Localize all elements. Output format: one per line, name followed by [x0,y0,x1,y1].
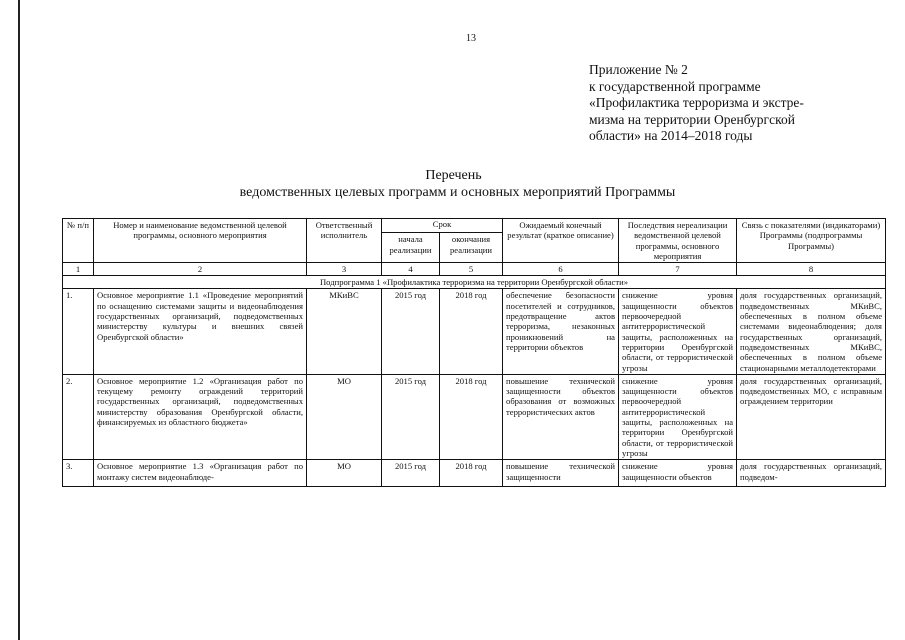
row-num: 2. [63,374,94,459]
header-num: № п/п [63,219,94,263]
header-name: Номер и наименование ведомственной целевой программы, основного мероприятия [94,219,307,263]
row-link: доля государственных организаций, подведомственных МО, с исправным ограждением территории [737,374,886,459]
subprogram-row [63,276,886,289]
row-link: доля государственных организаций, подведомственных МКиВС, обеспеченных в полном объеме системами видеонаблюдения; доля государственных организаций, подведомственных МКиВС, обеспеченных в полном объеме стационарными металлодетекторами [737,289,886,374]
document-title [0,167,905,201]
row-result [503,460,619,487]
row-start: 2015 год [382,289,440,374]
column-number: 8 [737,263,886,276]
row-executor: МКиВС [307,289,382,374]
document-title-line1: Перечень [425,168,482,183]
table-row [63,289,886,374]
document-title-line2: ведомственных целевых программ и основных мероприятий Программы [239,185,676,200]
row-result-text: повышение технической защищенности [506,461,616,482]
table-row [63,374,886,459]
header-start: начала реализации [382,233,440,263]
programs-table [62,218,886,487]
row-consequence-text: снижение уровня защищенности объектов [622,461,734,482]
subprogram-title: Подпрограмма 1 «Профилактика терроризма на территории Оренбургской области» [63,276,886,289]
column-number: 7 [619,263,737,276]
appendix-line: «Профилактика терроризма и экстре- [589,95,804,111]
column-number: 4 [382,263,440,276]
row-executor: МО [307,460,382,487]
header-result: Ожидаемый конечный результат (краткое описание) [503,219,619,263]
header-link: Связь с показателями (индикаторами) Программы (подпрограммы Программы) [737,219,886,263]
row-result: повышение технической защищенности объектов образования от возможных террористических актов [503,374,619,459]
table-header-row [63,219,886,233]
column-number: 3 [307,263,382,276]
header-end: окончания реализации [440,233,503,263]
row-end: 2018 год [440,374,503,459]
row-executor: МО [307,374,382,459]
table-row [63,460,886,487]
row-start: 2015 год [382,460,440,487]
appendix-line: области» на 2014–2018 годы [589,128,753,144]
appendix-line: к государственной программе [589,78,761,94]
row-link [737,460,886,487]
column-number: 1 [63,263,94,276]
row-name-text: Основное мероприятие 1.3 «Организация работ по монтажу систем видеонаблюде- [97,461,303,482]
row-end: 2018 год [440,460,503,487]
header-executor: Ответственный исполнитель [307,219,382,263]
row-name [94,460,307,487]
column-number: 6 [503,263,619,276]
row-num: 1. [63,289,94,374]
column-number: 2 [94,263,307,276]
appendix-line: мизма на территории Оренбургской [589,111,795,127]
row-start: 2015 год [382,374,440,459]
header-term: Срок [382,219,503,233]
column-number-row [63,263,886,276]
column-number: 5 [440,263,503,276]
row-consequence: снижение уровня защищенности объектов первоочередной антитеррористической защиты, расположенных на территории Оренбургской области, от террористической угрозы [619,289,737,374]
row-end: 2018 год [440,289,503,374]
header-consequence: Последствия нереализации ведомственной целевой программы, основного мероприятия [619,219,737,263]
row-link-text: доля государственных организаций, подведом- [740,461,883,482]
row-result: обеспечение безопасности посетителей и сотрудников, предотвращение актов терроризма, незаконных проникновений на территории объектов [503,289,619,374]
appendix-line: Приложение № 2 [589,62,688,77]
row-consequence [619,460,737,487]
binding-edge-line [18,0,20,640]
page-number: 13 [466,33,476,44]
row-name: Основное мероприятие 1.1 «Проведение мероприятий по оснащению системами защиты и видеонаблюдения государственных организаций, подведомственных министерству культуры и внешних связей Оренбургской области» [94,289,307,374]
row-num: 3. [63,460,94,487]
appendix-header [589,62,804,145]
row-name: Основное мероприятие 1.2 «Организация работ по текущему ремонту ограждений территорий государственных организаций, подведомственных министерству образования Оренбургской области, финансируемых из областного бюджета» [94,374,307,459]
row-consequence: снижение уровня защищенности объектов первоочередной антитеррористической защиты, расположенных на территории Оренбургской области, от террористической угрозы [619,374,737,459]
